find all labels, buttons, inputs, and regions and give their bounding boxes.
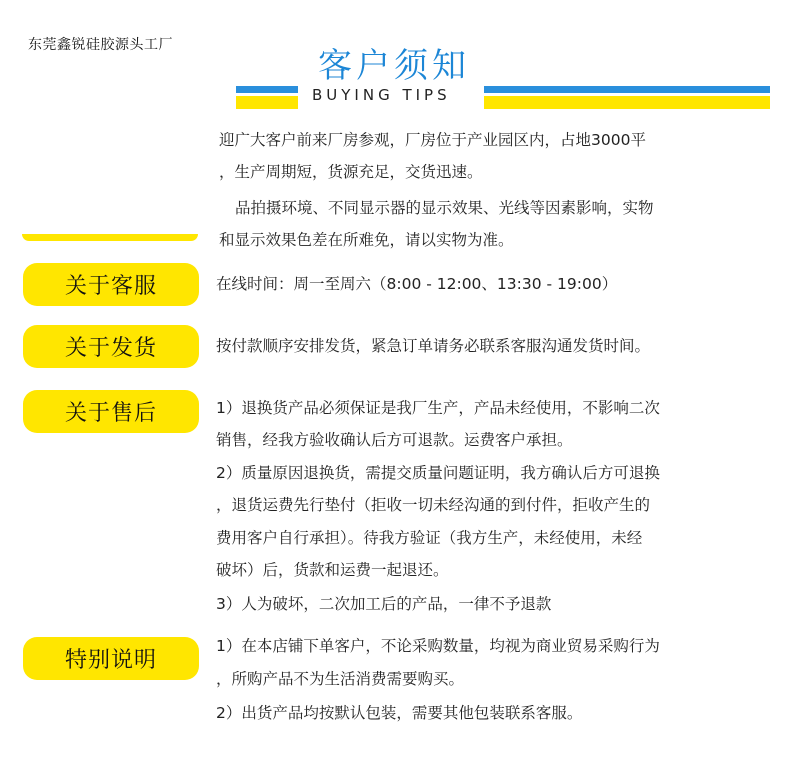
intro-line: 品拍摄环境、不同显示器的显示效果、光线等因素影响，实物 — [235, 199, 654, 217]
intro-line: 和显示效果色差在所难免，请以实物为准。 — [219, 231, 514, 249]
shop-name: 东莞鑫锐硅胶源头工厂 — [28, 37, 173, 53]
section-text: 3）人为破坏，二次加工后的产品，一律不予退款 — [216, 595, 552, 613]
section-text: 1）在本店铺下单客户，不论采购数量，均视为商业贸易采购行为 — [216, 637, 660, 655]
page-subtitle: BUYING TIPS — [312, 86, 451, 104]
section-text: 费用客户自行承担）。待我方验证（我方生产，未经使用，未经 — [216, 529, 643, 547]
section-text: 销售，经我方验收确认后方可退款。运费客户承担。 — [216, 431, 573, 449]
section-text: 2）质量原因退换货，需提交质量问题证明，我方确认后方可退换 — [216, 464, 660, 482]
section-text: ，所购产品不为生活消费需要购买。 — [216, 670, 465, 688]
section-label-customer-service: 关于客服 — [23, 263, 199, 306]
section-label-after-sales: 关于售后 — [23, 390, 199, 433]
section-text: 按付款顺序安排发货，紧急订单请务必联系客服沟通发货时间。 — [216, 337, 651, 355]
section-text: 在线时间：周一至周六（8:00 - 12:00、13:30 - 19:00） — [216, 275, 618, 293]
title-decoration-left — [236, 86, 298, 109]
section-text: 2）出货产品均按默认包装，需要其他包装联系客服。 — [216, 704, 583, 722]
intro-line: ，生产周期短，货源充足，交货迅速。 — [219, 163, 483, 181]
section-text: 1）退换货产品必须保证是我厂生产，产品未经使用，不影响二次 — [216, 399, 660, 417]
intro-line: 迎广大客户前来厂房参观，厂房位于产业园区内，占地3000平 — [219, 131, 646, 149]
title-decoration-right — [484, 86, 770, 109]
section-label-edge — [22, 234, 198, 241]
section-text: 破坏）后，货款和运费一起退还。 — [216, 561, 449, 579]
section-label-special-notes: 特别说明 — [23, 637, 199, 680]
section-text: ，退货运费先行垫付（拒收一切未经沟通的到付件，拒收产生的 — [216, 496, 651, 514]
page-title: 客户须知 — [318, 46, 470, 86]
section-label-shipping: 关于发货 — [23, 325, 199, 368]
